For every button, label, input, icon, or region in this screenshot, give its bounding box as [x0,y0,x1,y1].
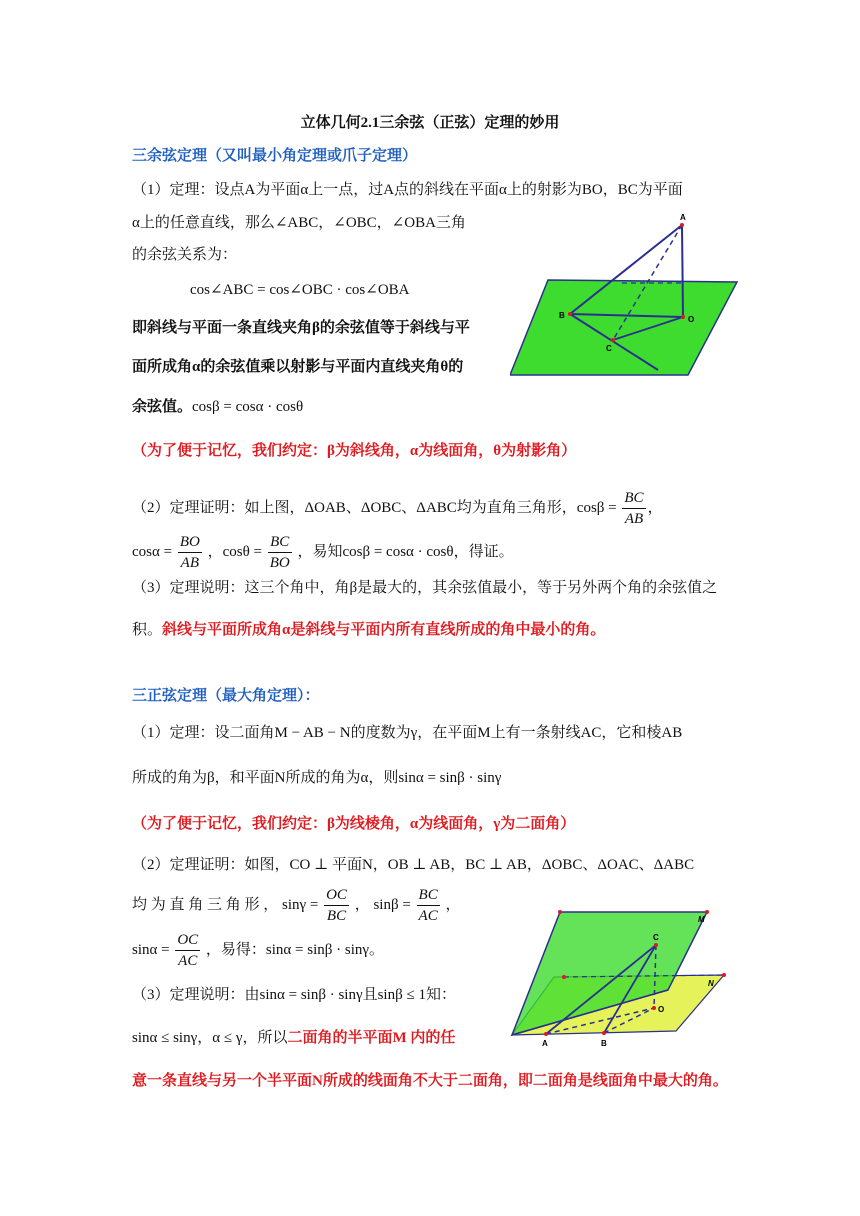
fraction-bc-ac: $\frac{BC}{AC}$ [418,887,438,924]
point-b [602,1031,606,1035]
explanation-emphasis: 斜线与平面所成角α是斜线与平面内所有直线所成的角中最小的角。 [162,622,606,638]
theorem-definition-line: （1）定理：设点A为平面α上一点，过A点的斜线在平面α上的射影为BO，BC为平面 [132,182,683,198]
plane-corner-point [562,975,566,979]
point-a [544,1032,548,1036]
description-formula: cosβ = cosα · cosθ [192,399,304,415]
memory-note: （为了便于记忆，我们约定：β为线棱角，α为线面角，γ为二面角） [132,816,576,832]
plane-corner-point [705,910,709,914]
memory-note: （为了便于记忆，我们约定：β为斜线角，α为线面角，θ为射影角） [132,443,577,459]
label-c: C [606,344,612,353]
explanation-text: sinα ≤ sinγ，α ≤ γ，所以 [132,1030,288,1046]
proof-text: sinα = [132,941,170,958]
proof-text: ，易知cosβ = cosα · cosθ，得证。 [297,543,514,560]
point-c [654,943,658,947]
proof-line: （2）定理证明：如图，CO ⊥ 平面N，OB ⊥ AB，BC ⊥ AB，ΔOBC、ΔOAC、ΔABC [132,857,695,873]
theorem-definition-line: α上的任意直线，那么∠ABC，∠OBC，∠OBA三角 [132,215,466,231]
perpendicular-ao [682,225,683,317]
explanation-emphasis: 二面角的半平面M 内的任 [287,1030,456,1046]
point-a [680,223,684,227]
fraction-oc-bc: $\frac{OC}{BC}$ [326,887,347,924]
point-b [568,312,572,316]
point-c [611,338,615,342]
fraction-bc-ab: $\frac{BC}{AB}$ [624,490,644,527]
page-title: 立体几何2.1三余弦（正弦）定理的妙用 [300,115,560,131]
fraction-bo-ab: $\frac{BO}{AB}$ [179,534,200,571]
explanation-line: （3）定理说明：这三个角中，角β是最大的，其余弦值最小，等于另外两个角的余弦值之 [132,580,718,596]
explanation-text: 积。 [132,622,163,638]
label-c: C [653,933,659,942]
explanation-line: （3）定理说明：由sinα = sinβ · sinγ且sinβ ≤ 1知： [132,987,456,1003]
cosine-theorem-figure [510,210,745,390]
label-b: B [601,1039,607,1048]
theorem-definition-line: （1）定理：设二面角M − AB − N的度数为γ，在平面M上有一条射线AC，它和棱AB [132,725,683,741]
explanation-emphasis-line: 意一条直线与另一个半平面N所成的线面角不大于二面角，即二面角是线面角中最大的角。 [132,1073,728,1089]
plane-corner-point [722,973,726,977]
proof-line [132,930,384,971]
theorem-description-line [132,397,303,417]
theorem-description-line: 即斜线与平面一条直线夹角β的余弦值等于斜线与平 [132,320,470,336]
proof-line: （2）定理证明：如上图，ΔOAB、ΔOBC、ΔABC均为直角三角形，cosβ = $\frac{BC}{AB}$ ， [132,490,663,527]
proof-text: ，易得：sinα = sinβ · sinγ。 [205,941,385,958]
fraction-bc-bo: $\frac{BC}{BO}$ [269,534,290,571]
label-o: O [658,1005,665,1014]
proof-line [132,885,460,926]
description-text: 余弦值。 [132,399,193,415]
label-a: A [680,213,686,222]
proof-text: ， [445,896,461,913]
proof-text: ， sinβ = [354,896,411,913]
plane-alpha [510,280,737,375]
proof-text: 均 为 直 角 三 角 形 ， sinγ = [132,896,319,913]
plane-corner-point [558,910,562,914]
label-b: B [559,311,565,320]
proof-text: ，cosθ = [207,543,262,560]
section-heading-sine: 三正弦定理（最大角定理）： [132,688,320,704]
theorem-description-line: 面所成角α的余弦值乘以射影与平面内直线夹角θ的 [132,359,464,375]
cosine-formula: cos∠ABC = cos∠OBC · cos∠OBA [190,282,410,298]
label-o: O [688,315,695,324]
explanation-line [132,620,605,640]
proof-text: （2）定理证明：如上图，ΔOAB、ΔOBC、ΔABC均为直角三角形，cosβ = [132,499,617,516]
label-n: N [708,979,714,988]
theorem-definition-line: 的余弦关系为： [132,247,238,263]
proof-text: cosα = [132,543,173,560]
explanation-line [132,1028,455,1048]
theorem-definition-line: 所成的角为β，和平面N所成的角为α，则sinα = sinβ · sinγ [132,770,502,786]
fraction-oc-ac: $\frac{OC}{AC}$ [177,932,199,969]
point-o [652,1006,656,1010]
section-heading-cosine: 三余弦定理（又叫最小角定理或爪子定理） [132,148,418,164]
point-o [681,315,685,319]
label-m: M [698,915,705,924]
label-a: A [542,1039,548,1048]
proof-line [132,532,514,573]
sine-theorem-figure [508,908,734,1050]
